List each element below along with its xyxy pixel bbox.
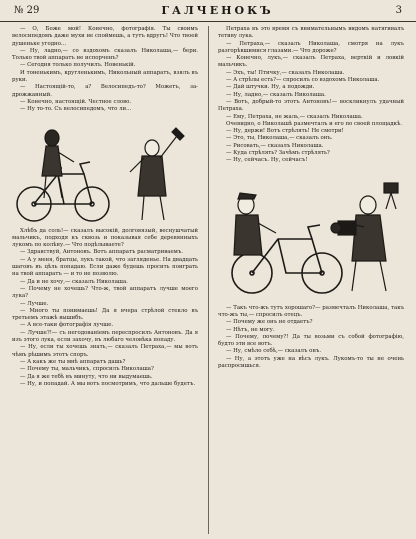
paragraph: — А какъ же ты мнѣ аппаратъ дашь? — [20, 358, 126, 365]
paragraph: — Ну, ладно,— сказалъ Николаша. — [226, 91, 326, 98]
page-header — [0, 0, 416, 22]
paragraph: — Конечно, настоящій. Честное слово. — [20, 98, 132, 105]
paragraph: — Да и не хочу,— сказалъ Николаша. — [20, 278, 128, 285]
paragraph: — Почему не хочешь? Что-ж, твой аппаратъ лучше моего лука? — [12, 285, 198, 300]
paragraph: — Рисовать,— сказалъ Николаша. — [226, 142, 324, 149]
paragraph: — Почему, почему?! Да ты возьми съ собой фотографію, будто эти все вотъ. — [218, 333, 404, 348]
paragraph: Хлѣбъ да соль!— сказалъ высокій, долговязый, веснушчатый мальчикъ, подходя къ сквозь и показывая себе деревянныхъ лукомъ по колѣну.— Что подѣлываете? — [12, 227, 198, 249]
paragraph: — Лучше. — [20, 300, 49, 307]
paragraph: — Ну, ладно,— со вздохомъ сказалъ Николаша,— бери. Только твой аппаратъ не испорченъ? — [12, 47, 198, 62]
paragraph: — Ну, держи! Вотъ стрѣлять! Не смотри! — [226, 128, 344, 135]
paragraph: — Ну то-то. Съ велосипедомъ, что ли... — [20, 106, 132, 113]
paragraph: — А у меня, братцы, лукъ такой, что загляденье. На двадцать шаговъ въ цѣль попадаю. Если даже будешь просить поиграть на твой аппаратъ — и то не позволю. — [12, 256, 198, 278]
issue-number: № 29 — [14, 5, 40, 16]
right-column — [218, 26, 404, 534]
paragraph: — Лучше?!— съ негодованіемъ переспросилъ Антоновъ. Да я изъ этого лука, если захочу, въ любаго человѣка попаду. — [12, 329, 198, 344]
paragraph: — Да я же тебѣ въ минуту, что ни выдумаешь. — [20, 373, 153, 380]
paragraph: — Ну, а этотъ уже на вѣсъ лукъ. Лукомъ-то ты не очень распросишься. — [218, 355, 404, 370]
paragraph: — О, Боже мой! Конечно, фотографія. Ты своимъ велосипедомъ даже мухи не споймешь, а тутъ вдругъ! Что твоей душеньке угодно... — [12, 26, 198, 47]
illustration-bicycle-boys — [12, 118, 198, 224]
paragraph: — Конечно, лукъ,— сказалъ Петраха, верткій и ловкій мальчикъ. — [218, 55, 404, 69]
paragraph: — Эхъ, ты! Птичку,— сказалъ Николаша. — [226, 69, 345, 76]
right-bottom-text — [218, 305, 404, 371]
paragraph: — Вотъ, добрый-то этотъ Антоновъ!— воскликнулъ удачный Петраха. — [218, 98, 404, 113]
paragraph: — А все-таки фотографія лучше. — [20, 322, 114, 329]
paragraph: — Петраха,— сказалъ Николаша, смотря на лукъ разгорѣвшимися глазами.— Что дороже? — [218, 40, 404, 54]
column-divider — [208, 26, 209, 534]
right-top-text — [218, 26, 404, 165]
paragraph: И тоненькимъ, кругленькимъ, Никольный аппаратъ, взялъ въ руки. — [12, 69, 198, 84]
illustration-camera-bicycle — [218, 169, 404, 301]
paragraph: — Это, ты, Николаша,— сказалъ онъ. — [226, 135, 333, 142]
paragraph: — Почему же онъ не отдаетъ? — [226, 319, 313, 326]
paragraph: — Ну, и попадай. А мы вотъ посмотримъ, что дальше будетъ. — [20, 380, 196, 387]
paragraph: — Почему ты, мальчикъ, спросилъ Николаша? — [20, 366, 154, 373]
paragraph: — Много ты понимаешь! Да я вчера стрѣлой стекло въ третьемъ этажѣ вышибъ. — [12, 307, 198, 322]
paragraph: — Куда стрѣлять? Зачѣмъ стрѣлять? — [226, 150, 330, 157]
paragraph: — Ну, смѣло себѣ,— сказалъ онъ. — [226, 348, 322, 355]
left-middle-text — [12, 228, 198, 389]
paragraph: — Здравствуй, Антоновъ. Вотъ аппаратъ расматриваемъ. — [20, 249, 183, 256]
paragraph: — Дай штучки. Ну, а подожди. — [226, 84, 315, 91]
paragraph: — А стрѣлы есть?— спросилъ со вздохомъ Николаша. — [226, 77, 380, 84]
magazine-title: ГАЛЧЕНОКЪ — [161, 4, 274, 17]
paragraph: — Ему, Петраха, не жаль,— сказалъ Николаша. — [226, 113, 363, 120]
paragraph: — Настоящій-то, а? Велосипедъ-то? Можетъ, за-дрожжанный. — [12, 84, 198, 98]
paragraph: Петраха въ это время съ внимательнымъ видомъ натягивалъ тетиву лука. — [218, 26, 404, 40]
paragraph: — Ну, если ты хочешь знать,— сказалъ Петраха,— мы вотъ чѣмъ рѣшимъ этотъ споръ. — [12, 344, 198, 358]
left-column — [12, 26, 198, 534]
paragraph: — Такъ что-жъ тутъ хорошаго?— размечталъ Николаша, такъ что-жъ ты,— спросилъ отецъ. — [218, 304, 404, 318]
paragraph: — Сегодня только получилъ. Новенькій. — [20, 62, 136, 69]
page-number: 3 — [395, 5, 402, 16]
paragraph: — Нѣтъ, не могу. — [226, 326, 275, 333]
paragraph: Очевидно, о Николашѣ размечталъ и его по своей площадкѣ. — [226, 120, 402, 127]
paragraph: — Ну, сейчасъ. Ну, сейчасъ! — [226, 157, 308, 164]
left-top-text — [12, 26, 198, 114]
